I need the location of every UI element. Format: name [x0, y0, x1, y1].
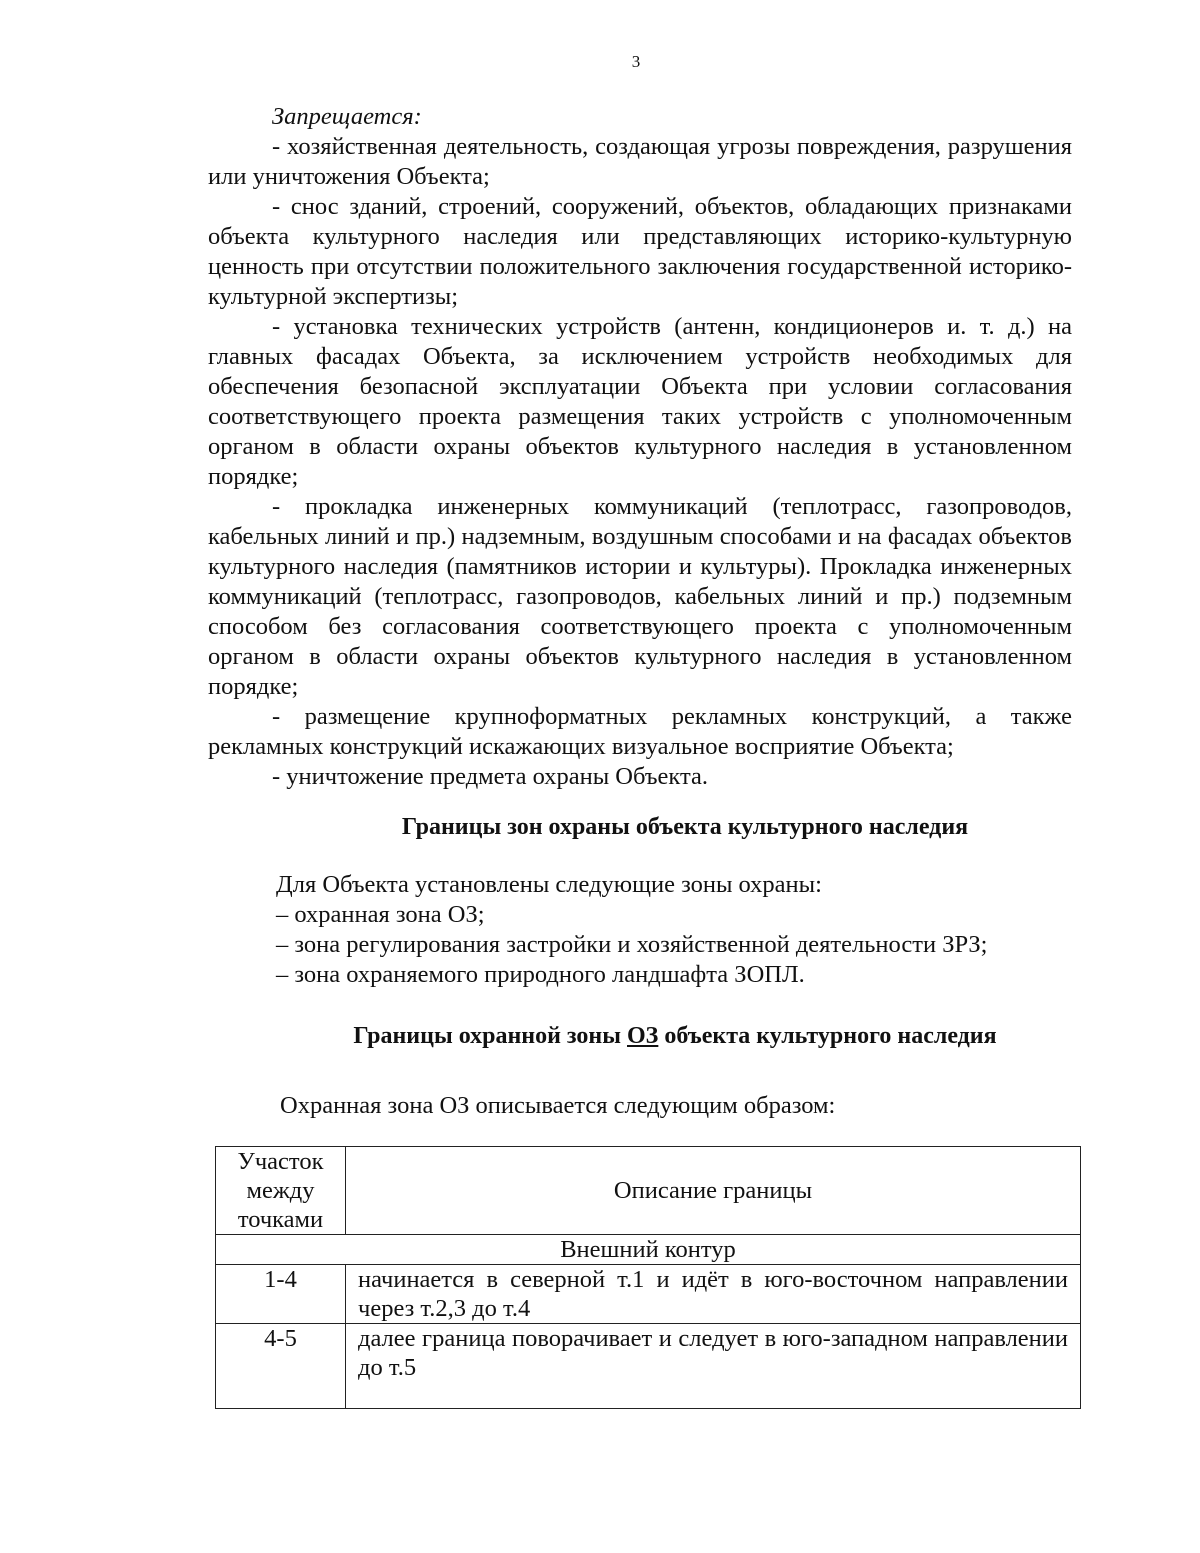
oz-description: Охранная зона ОЗ описывается следующим образом:	[280, 1092, 836, 1119]
oz-title-abbreviation: ОЗ	[627, 1023, 659, 1049]
boundary-table	[215, 1146, 1081, 1409]
group-label: Внешний контур	[216, 1235, 1081, 1265]
table-header-row	[216, 1147, 1081, 1235]
row-description: начинается в северной т.1 и идёт в юго-восточном направлении через т.2,3 до т.4	[346, 1265, 1081, 1324]
row-section: 1-4	[216, 1265, 346, 1324]
table-row	[216, 1265, 1081, 1324]
oz-section-title	[208, 1021, 1072, 1051]
restrictions-heading: Запрещается:	[272, 103, 422, 130]
oz-title-before: Границы охранной зоны	[353, 1023, 627, 1049]
zone-item: – зона регулирования застройки и хозяйственной деятельности ЗРЗ;	[276, 931, 988, 958]
header-description: Описание границы	[346, 1147, 1081, 1235]
row-section: 4-5	[216, 1324, 346, 1409]
document-body	[208, 102, 1072, 1121]
zones-intro: Для Объекта установлены следующие зоны охраны:	[276, 871, 822, 898]
oz-title-after: объекта культурного наследия	[658, 1023, 997, 1049]
zones-section-title: Границы зон охраны объекта культурного наследия	[401, 814, 969, 840]
restriction-item: - хозяйственная деятельность, создающая угрозы повреждения, разрушения или уничтожения Объекта;	[208, 133, 1072, 190]
restriction-item: - прокладка инженерных коммуникаций (теплотрасс, газопроводов, кабельных линий и пр.) надземным, воздушным способами и на фасадах объектов культурного наследия (памятников истории и культуры). Прокладка инженерных коммуникаций (теплотрасс, газопроводов, кабельных линий и пр.) подземным способом без согласования соответствующего проекта с уполномоченным органом в области охраны объектов культурного наследия в установленном порядке;	[208, 493, 1072, 700]
row-description: далее граница поворачивает и следует в юго-западном направлении до т.5	[346, 1324, 1081, 1409]
restriction-item: - уничтожение предмета охраны Объекта.	[272, 763, 708, 790]
restriction-item: - снос зданий, строений, сооружений, объектов, обладающих признаками объекта культурного наследия или представляющих историко-культурную ценность при отсутствии положительного заключения государственной историко-культурной экспертизы;	[208, 193, 1072, 310]
zone-item: – охранная зона ОЗ;	[276, 901, 485, 928]
restriction-item: - установка технических устройств (антенн, кондиционеров и. т. д.) на главных фасадах Объекта, за исключением устройств необходимых для обеспечения безопасной эксплуатации Объекта при условии согласования соответствующего проекта размещения таких устройств с уполномоченным органом в области охраны объектов культурного наследия в установленном порядке;	[208, 313, 1072, 490]
table-group-row	[216, 1235, 1081, 1265]
restriction-item: - размещение крупноформатных рекламных конструкций, а также рекламных конструкций искажающих визуальное восприятие Объекта;	[208, 703, 1072, 760]
header-section: Участок между точками	[216, 1147, 346, 1235]
table-row	[216, 1324, 1081, 1409]
page-number: 3	[631, 52, 641, 71]
zone-item: – зона охраняемого природного ландшафта ЗОПЛ.	[276, 961, 805, 988]
